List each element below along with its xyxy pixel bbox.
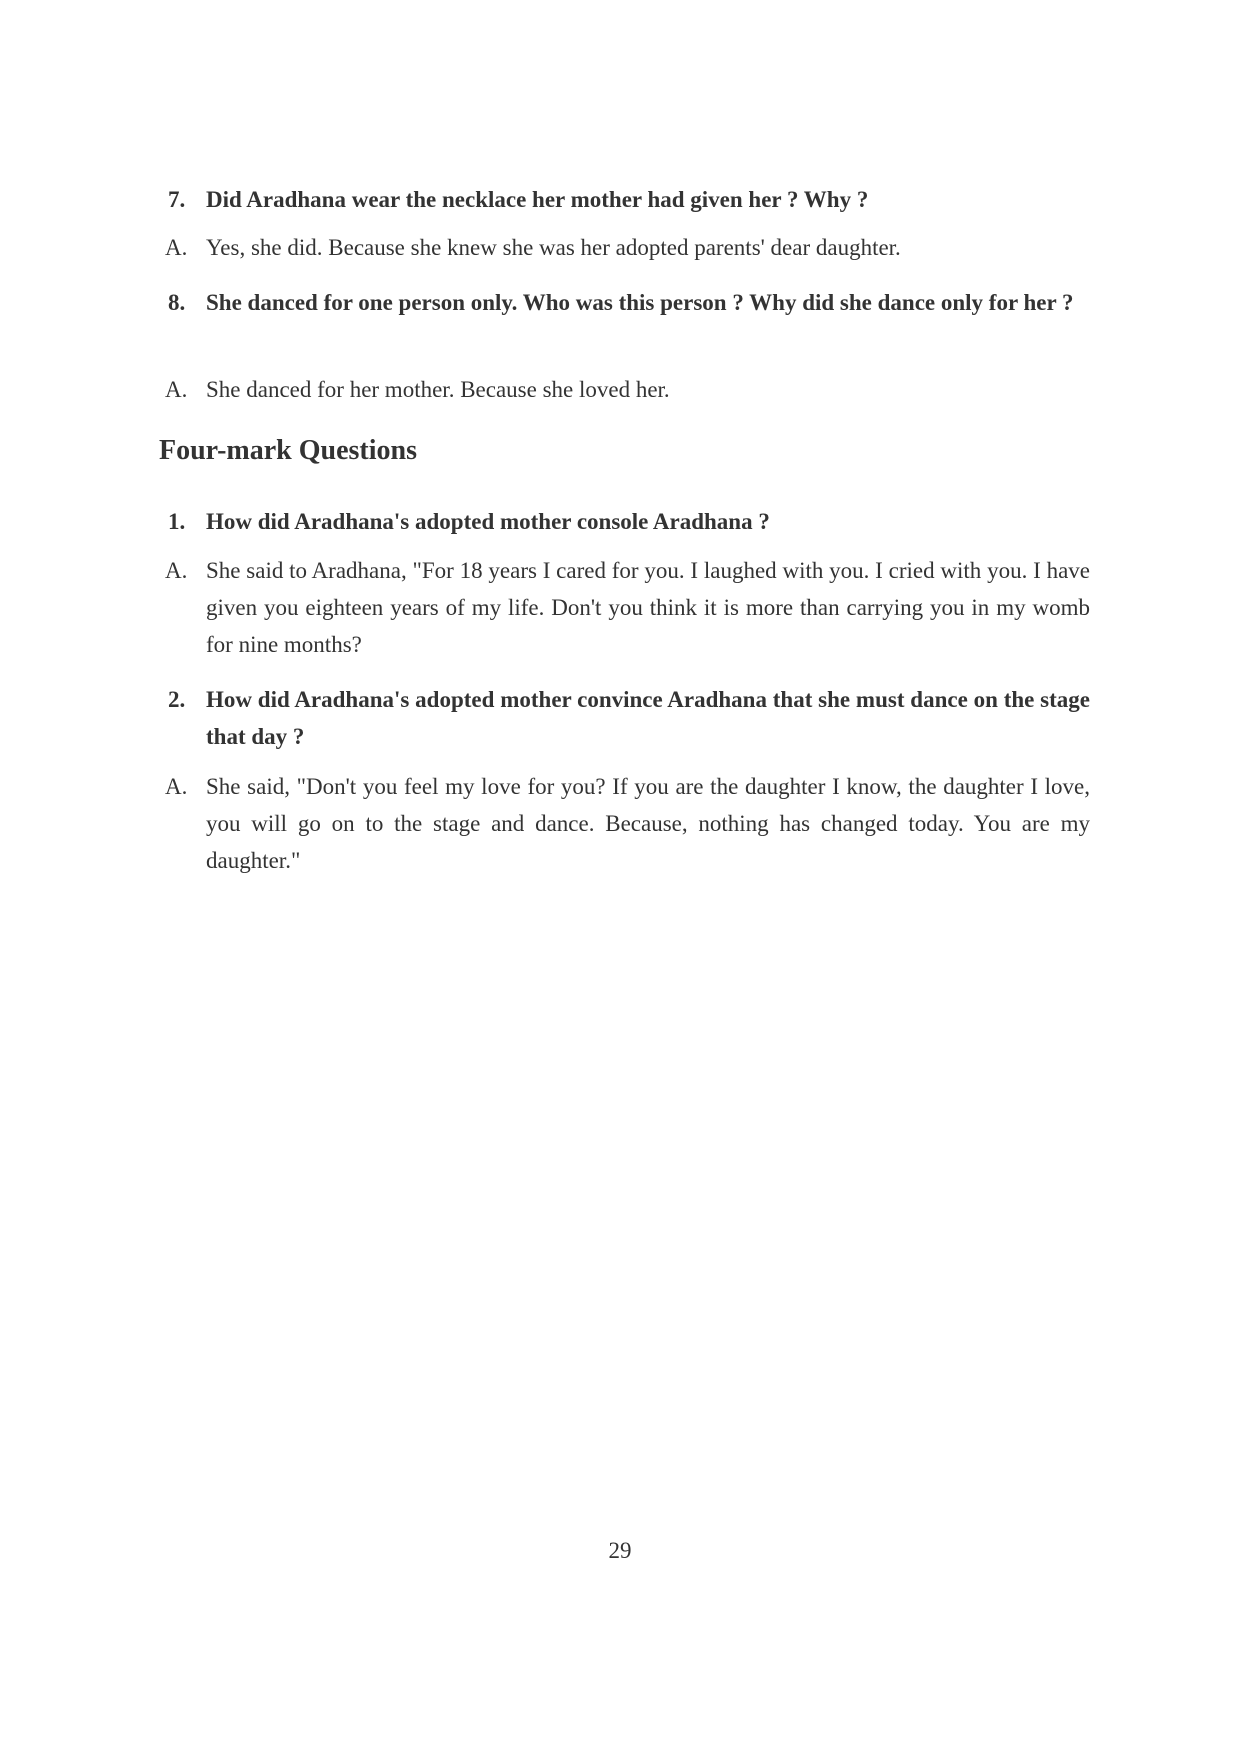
question-8 <box>0 284 1240 321</box>
answer-marker: A. <box>165 558 188 583</box>
question-number: 7. <box>168 187 186 212</box>
question-text: She danced for one person only. Who was this person ? Why did she dance only for her ? <box>206 290 1074 315</box>
answer-row <box>0 552 1240 663</box>
question-text: How did Aradhana's adopted mother convince Aradhana that she must dance on the stage that day ? <box>206 687 1090 749</box>
answer-row <box>0 229 1240 266</box>
answer-8 <box>0 371 1240 408</box>
question-text: Did Aradhana wear the necklace her mother had given her ? Why ? <box>206 187 869 212</box>
answer-marker: A. <box>165 774 188 799</box>
answer-text: She said, "Don't you feel my love for you? If you are the daughter I know, the daughter I love, you will go on to the stage and dance. Because, nothing has changed today. You are my daughter." <box>206 774 1090 873</box>
question-7 <box>0 181 1240 218</box>
answer-text: Yes, she did. Because she knew she was her adopted parents' dear daughter. <box>206 235 901 260</box>
question-row <box>0 284 1240 321</box>
four-mark-answer-2 <box>0 768 1240 879</box>
section-heading: Four-mark Questions <box>159 435 417 466</box>
answer-text: She danced for her mother. Because she loved her. <box>206 377 670 402</box>
question-text: How did Aradhana's adopted mother console Aradhana ? <box>206 509 770 534</box>
answer-7 <box>0 229 1240 266</box>
answer-text: She said to Aradhana, "For 18 years I cared for you. I laughed with you. I cried with you. I have given you eighteen years of my life. Don't you think it is more than carrying you in my womb for nine months? <box>206 558 1090 657</box>
question-row <box>0 681 1240 755</box>
four-mark-answer-1 <box>0 552 1240 663</box>
question-number: 8. <box>168 290 186 315</box>
answer-row <box>0 371 1240 408</box>
question-number: 2. <box>168 687 186 712</box>
four-mark-question-1 <box>0 503 1240 540</box>
question-row <box>0 503 1240 540</box>
four-mark-question-2 <box>0 681 1240 755</box>
question-row <box>0 181 1240 218</box>
answer-row <box>0 768 1240 879</box>
page-number: 29 <box>608 1538 632 1563</box>
answer-marker: A. <box>165 235 188 260</box>
question-number: 1. <box>168 509 186 534</box>
answer-marker: A. <box>165 377 188 402</box>
